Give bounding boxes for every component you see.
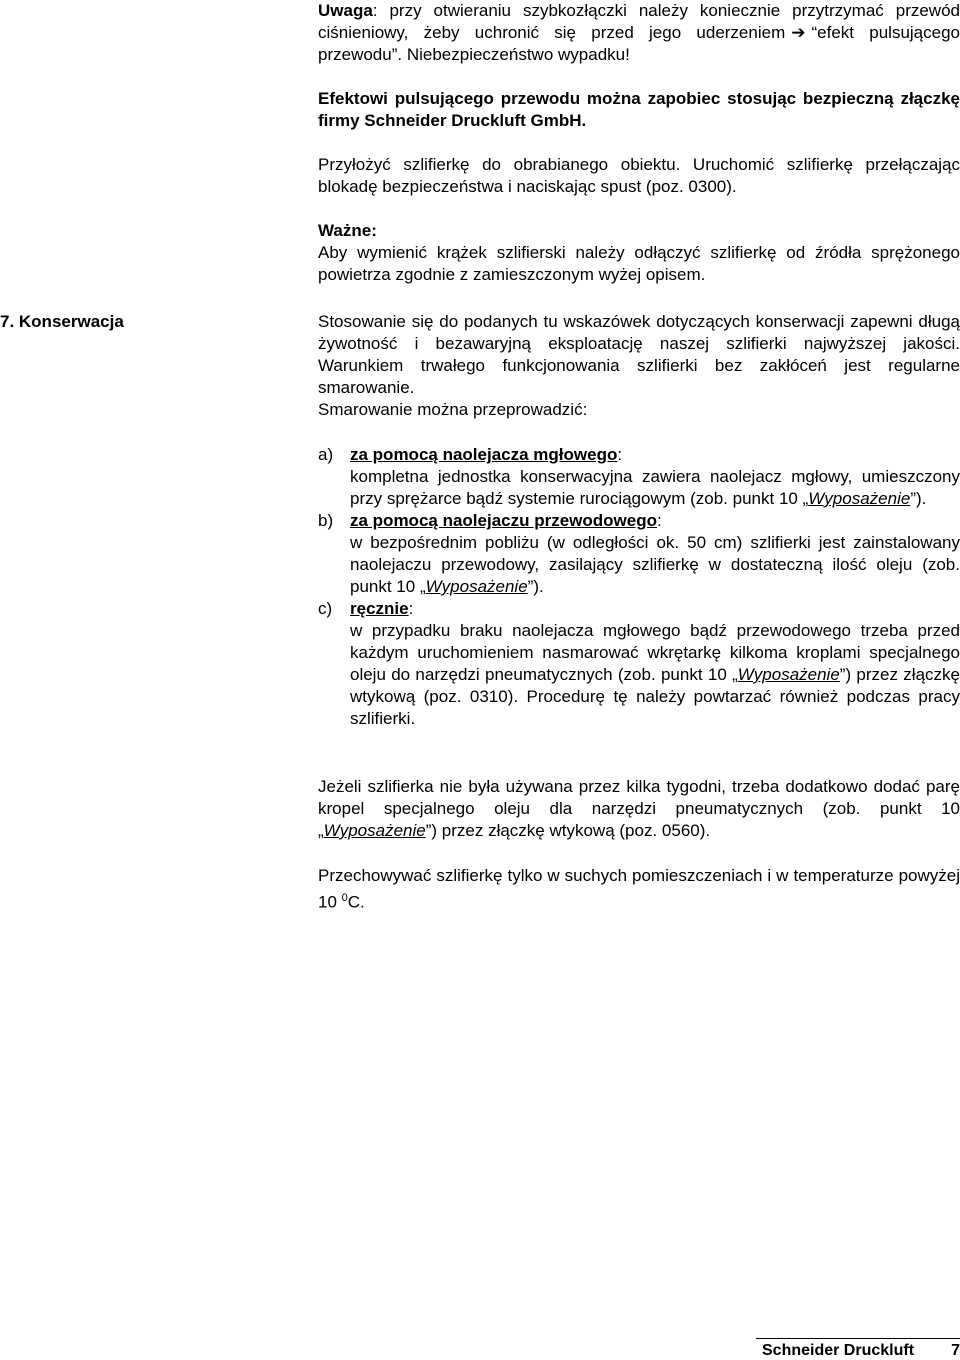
page-number: 7: [951, 1342, 960, 1359]
section-heading: 7. Konserwacja: [0, 312, 124, 331]
arrow-right-icon: ➔: [791, 23, 806, 42]
list-item: [318, 444, 960, 510]
footer-brand: Schneider Druckluft: [762, 1342, 915, 1359]
section-intro: Stosowanie się do podanych tu wskazówek dotyczących konserwacji zapewni długą żywotność i bezawaryjną eksploatację naszej szlifierki najwyższej jakości. Warunkiem trwałego funkcjonowania szlifierki bez zakłóceń jest regularne smarowanie.: [318, 312, 960, 397]
list-item-body-end: ”).: [910, 489, 927, 508]
lubrication-list: [318, 444, 960, 730]
list-item-colon: :: [408, 599, 414, 618]
list-item-title: za pomocą naolejaczu przewodowego: [350, 511, 657, 530]
important-text: Aby wymienić krążek szlifierski należy odłączyć szlifierkę od źródła sprężonego powietrza zgodnie z zamieszczonym wyżej opisem.: [318, 243, 960, 284]
list-item-colon: :: [657, 511, 662, 530]
storage-text: Przechowywać szlifierkę tylko w suchych pomieszczeniach i w temperaturze powyżej 10: [318, 866, 960, 912]
list-item: [318, 510, 960, 598]
warning-paragraph: [318, 0, 960, 66]
list-item-body: [350, 466, 960, 510]
list-item-heading: [350, 598, 960, 620]
list-marker: a): [318, 445, 334, 464]
list-item-body: [350, 620, 960, 730]
list-item-body: [350, 532, 960, 598]
list-marker: c): [318, 599, 333, 618]
list-item-colon: :: [617, 445, 623, 464]
warning-text-1: : przy otwieraniu szybkozłączki należy koniecznie przytrzymać przewód ciśnieniowy, żeby uchronić się przed jego uderzeniem: [318, 1, 960, 42]
list-item-body-text: w przypadku braku naolejacza mgłowego bądź przewodowego trzeba przed każdym uruchomieniem nasmarować wkrętarkę kilkoma kroplami specjalnego oleju do narzędzi pneumatycznych (zob. punkt 10 „: [350, 621, 960, 684]
list-item-heading: [350, 444, 960, 466]
storage-unit: C.: [347, 892, 365, 912]
reference-link: Wyposażenie: [323, 821, 426, 840]
usage-instruction: Przyłożyć szlifierkę do obrabianego obiektu. Uruchomić szlifierkę przełączając blokadę bezpieczeństwa i naciskając spust (poz. 0300).: [318, 155, 960, 196]
reference-link: Wyposażenie: [808, 489, 911, 508]
unused-note-text: Jeżeli szlifierka nie była używana przez kilka tygodni, trzeba dodatkowo dodać parę kropel specjalnego oleju dla narzędzi pneumatycznych (zob. punkt 10 „: [318, 777, 960, 840]
warning-text-2: “efekt pulsującego przewodu”. Niebezpieczeństwo wypadku!: [318, 23, 960, 64]
list-item-heading: [350, 510, 960, 532]
degree-superscript: 0: [341, 892, 348, 904]
reference-link: Wyposażenie: [425, 577, 528, 596]
list-marker: b): [318, 511, 334, 530]
effect-note: Efektowi pulsującego przewodu można zapobiec stosując bezpieczną złączkę firmy Schneider Druckluft GmbH.: [318, 89, 960, 130]
reference-link: Wyposażenie: [737, 665, 840, 684]
list-item-body-text: w bezpośrednim pobliżu (w odległości ok. 50 cm) szlifierki jest zainstalowany naolejaczu przewodowy, zasilający szlifierkę w dostateczną ilość oleju (zob. punkt 10 „: [350, 533, 960, 596]
lubrication-intro: Smarowanie można przeprowadzić:: [318, 400, 588, 419]
unused-note-end: ”) przez złączkę wtykową (poz. 0560).: [425, 821, 711, 840]
list-item-title: ręcznie: [350, 599, 409, 618]
list-item-body-end: ”) przez złączkę wtykową (poz. 0310). Procedurę tę należy powtarzać również podczas pracy szlifierki.: [350, 665, 960, 728]
important-label: Ważne:: [318, 221, 377, 240]
important-note: [318, 220, 960, 286]
list-item-body-end: ”).: [527, 577, 544, 596]
warning-label: Uwaga: [318, 1, 373, 20]
list-item: [318, 598, 960, 730]
storage-note: [318, 865, 960, 914]
unused-tool-note: [318, 776, 960, 842]
list-item-body-text: kompletna jednostka konserwacyjna zawiera naolejacz mgłowy, umieszczony przy sprężarce bądź systemie rurociągowym (zob. punkt 10 „: [350, 467, 960, 508]
list-item-title: za pomocą naolejacza mgłowego: [350, 445, 618, 464]
